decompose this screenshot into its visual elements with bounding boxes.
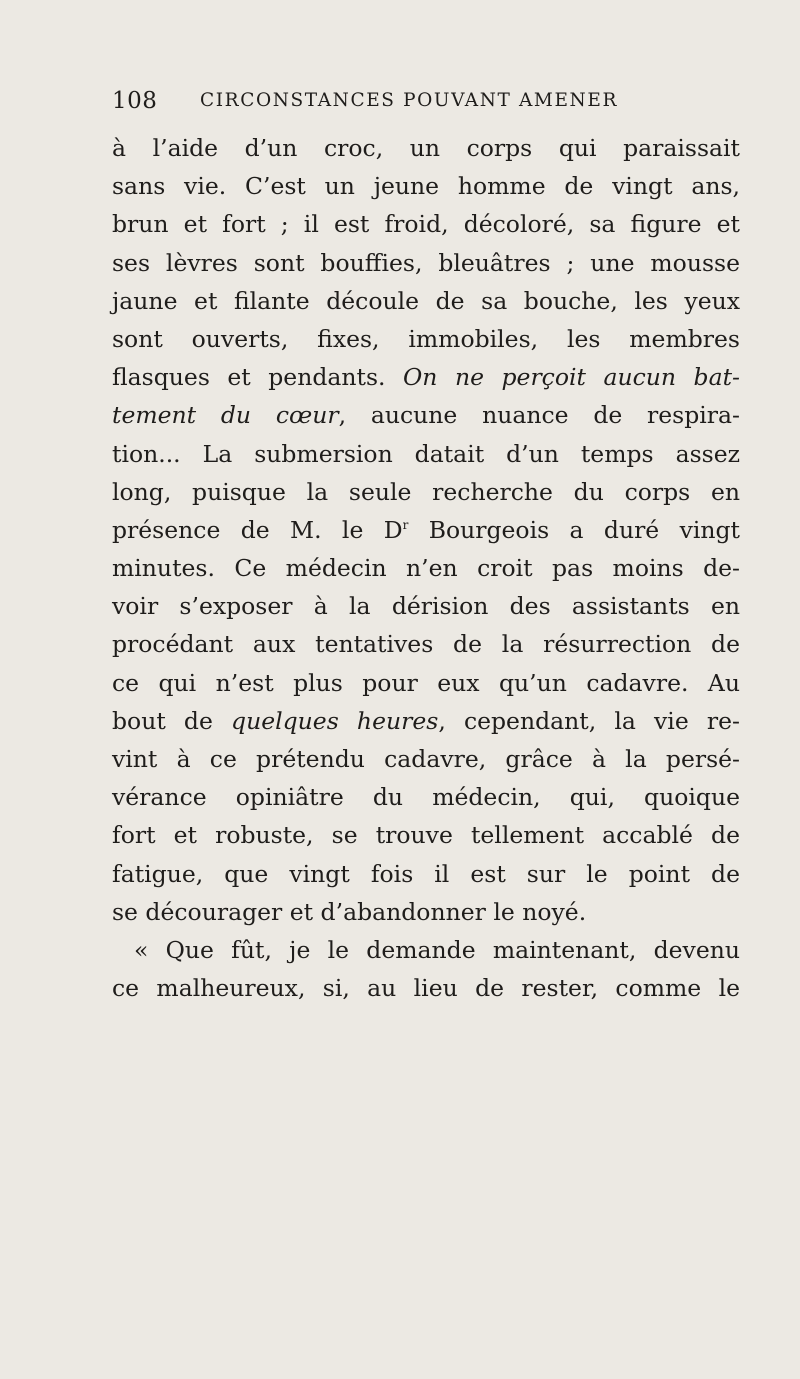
text-line: sans vie. C’est un jeune homme de vingt ans, <box>112 172 740 201</box>
text-line: vint à ce prétendu cadavre, grâce à la persé- <box>112 745 740 773</box>
text-line: ce qui n’est plus pour eux qu’un cadavre. Au <box>112 668 740 697</box>
text-line: fort et robuste, se trouve tellement accablé de <box>112 821 740 850</box>
text-line <box>112 358 740 396</box>
text-line: fatigue, que vingt fois il est sur le point de <box>112 859 740 888</box>
page-header <box>112 88 752 118</box>
italic-phrase: On ne perçoit aucun bat- <box>403 363 740 392</box>
text-line: « Que fût, je le demande maintenant, devenu <box>134 935 740 964</box>
text-line <box>112 396 740 434</box>
text-line: vérance opiniâtre du médecin, qui, quoique <box>112 783 740 812</box>
body-text <box>112 129 740 1007</box>
text-line: se décourager et d’abandonner le noyé. <box>112 897 587 926</box>
text-line: ses lèvres sont bouffies, bleuâtres ; une mousse <box>112 248 740 277</box>
text-line: jaune et filante découle de sa bouche, les yeux <box>112 286 740 315</box>
text-line: tion... La submersion datait d’un temps assez <box>112 439 740 468</box>
page-number: 108 <box>112 88 158 114</box>
text-segment: flasques et pendants. <box>112 363 404 392</box>
text-segment: , aucune nuance de respira- <box>338 401 740 430</box>
text-line: à l’aide d’un croc, un corps qui paraissait <box>112 134 740 162</box>
text-line: voir s’exposer à la dérision des assistants en <box>112 592 740 621</box>
italic-phrase: tement du cœur <box>112 401 339 430</box>
text-line: ce malheureux, si, au lieu de rester, comme le <box>112 974 740 1003</box>
text-segment: bout de <box>112 706 232 735</box>
text-segment: , cependant, la vie re- <box>438 706 740 735</box>
text-line: long, puisque la seule recherche du corps en <box>112 477 740 506</box>
text-line <box>112 702 740 740</box>
text-line: minutes. Ce médecin n’en croit pas moins de- <box>112 554 740 583</box>
text-line: sont ouverts, fixes, immobiles, les membres <box>112 324 740 353</box>
superscript: r <box>402 517 409 532</box>
text-line: brun et fort ; il est froid, décoloré, sa figure et <box>112 210 740 239</box>
text-line: procédant aux tentatives de la résurrection de <box>112 630 740 659</box>
text-segment: Bourgeois a duré vingt <box>408 515 740 544</box>
text-line <box>112 511 740 549</box>
text-segment: présence de M. le D <box>112 515 403 544</box>
running-head: CIRCONSTANCES POUVANT AMENER <box>200 90 618 111</box>
italic-phrase: quelques heures <box>231 706 439 735</box>
